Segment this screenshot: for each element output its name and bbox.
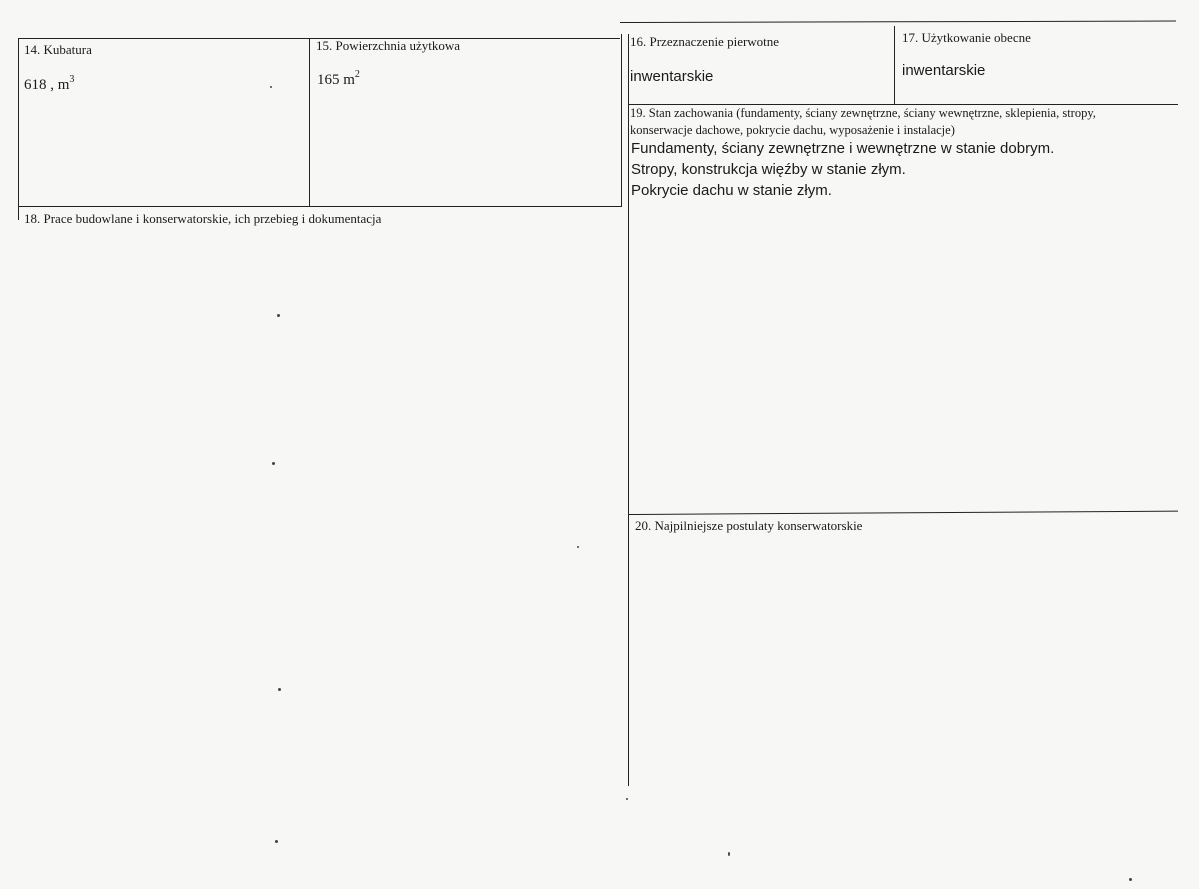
- divider-16-17: [894, 26, 895, 104]
- field-19-text-line3: Pokrycie dachu w stanie złym.: [631, 182, 832, 199]
- field-16-label: 16. Przeznaczenie pierwotne: [630, 34, 780, 49]
- scan-speck: [272, 462, 275, 465]
- field-19-label-line2: konserwacje dachowe, pokrycie dachu, wyposażenie i instalacje): [630, 123, 955, 137]
- field-19-text-line2: Stropy, konstrukcja więźby w stanie złym.: [631, 161, 906, 178]
- rule-above-18: [18, 206, 622, 207]
- scan-speck: [728, 852, 730, 856]
- field-15-unit-exponent: 2: [354, 69, 360, 80]
- rule-below-16-17: [628, 104, 1178, 105]
- field-15-value-text: 165 m: [317, 72, 355, 88]
- field-14-value: [24, 76, 74, 94]
- scan-speck: [270, 86, 272, 88]
- field-14-unit-exponent: 3: [69, 74, 75, 85]
- field-14-label: 14. Kubatura: [24, 42, 92, 57]
- field-15-label: 15. Powierzchnia użytkowa: [316, 38, 461, 53]
- field-16-value: inwentarskie: [630, 68, 714, 85]
- top-rule-right: [620, 21, 1176, 23]
- divider-column-right: [628, 34, 629, 786]
- field-15-value: [317, 71, 360, 89]
- field-14-value-text: 618 , m: [24, 77, 70, 93]
- scan-speck: [277, 314, 280, 317]
- divider-14-15: [309, 38, 310, 206]
- field-19-label-line1: 19. Stan zachowania (fundamenty, ściany zewnętrzne, ściany wewnętrzne, sklepienia, stropy,: [630, 106, 1096, 120]
- field-17-label: 17. Użytkowanie obecne: [902, 30, 1031, 45]
- scan-speck: [275, 840, 278, 843]
- left-border-18: [18, 206, 19, 220]
- divider-15-16: [621, 34, 622, 206]
- scan-speck: [626, 798, 628, 800]
- field-19-text-line1: Fundamenty, ściany zewnętrzne i wewnętrzne w stanie dobrym.: [631, 140, 1055, 157]
- field-20-label: 20. Najpilniejsze postulaty konserwatorskie: [635, 518, 863, 533]
- rule-above-20: [628, 511, 1178, 515]
- scan-speck: [1129, 878, 1132, 881]
- scan-speck: [577, 546, 579, 548]
- field-18-label: 18. Prace budowlane i konserwatorskie, ich przebieg i dokumentacja: [24, 211, 382, 226]
- left-border-20: [628, 514, 629, 534]
- left-border: [18, 38, 19, 206]
- scan-speck: [278, 688, 281, 691]
- field-17-value: inwentarskie: [902, 62, 986, 79]
